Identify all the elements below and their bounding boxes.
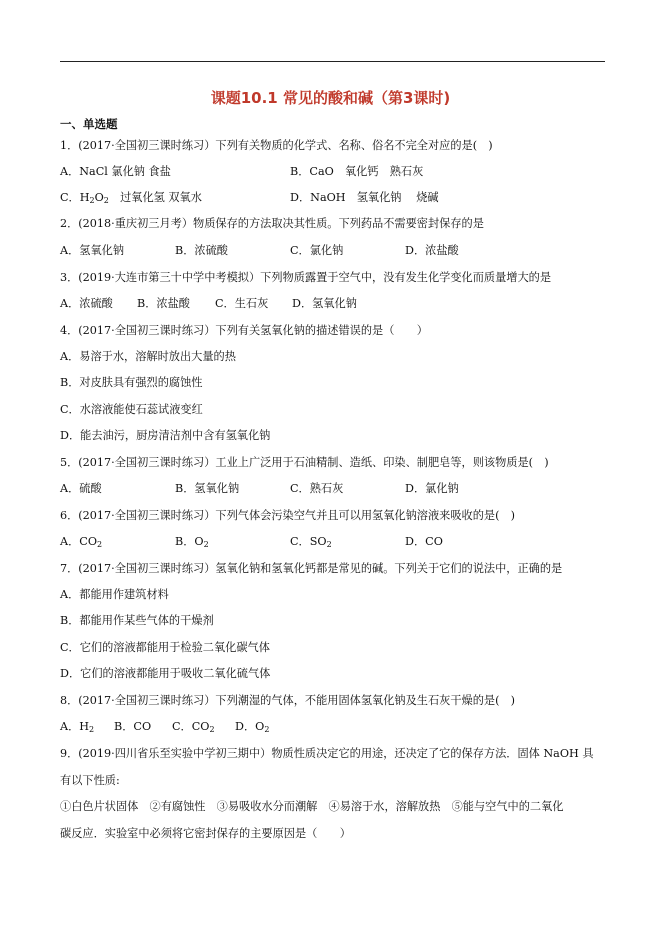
q1-option-b: B．CaO 氧化钙 熟石灰 — [290, 165, 424, 178]
q9-stem-line-4: 碳反应．实验室中必须将它密封保存的主要原因是（ ） — [60, 827, 351, 840]
q5-option-d: D．氯化钠 — [405, 482, 459, 495]
q5-stem: 5．(2017·全国初三课时练习）工业上广泛用于石油精制、造纸、印染、制肥皂等，则该物质是( ) — [60, 456, 549, 469]
q7-option-a: A．都能用作建筑材料 — [60, 588, 169, 601]
q6-option-c: C．$SO_2$ — [290, 535, 332, 549]
q1-option-a: A．NaCl 氯化钠 食盐 — [60, 165, 171, 178]
q7-option-c: C．它们的溶液都能用于检验二氧化碳气体 — [60, 641, 270, 654]
section-heading: 一、单选题 — [60, 117, 118, 131]
q5-option-a: A．硫酸 — [60, 482, 102, 495]
q6-option-d: D．CO — [405, 535, 443, 548]
q8-option-b: B．CO — [114, 720, 152, 733]
q6-option-a: A．$CO_2$ — [60, 535, 103, 549]
q4-stem: 4．(2017·全国初三课时练习）下列有关氢氧化钠的描述错误的是（ ） — [60, 324, 428, 337]
q7-option-d: D．它们的溶液都能用于吸收二氧化硫气体 — [60, 667, 271, 680]
q5-option-c: C．熟石灰 — [290, 482, 344, 495]
q8-option-d: D．$O_2$ — [235, 720, 270, 734]
q8-stem: 8．(2017·全国初三课时练习）下列潮湿的气体，不能用固体氢氧化钠及生石灰干燥的是( ) — [60, 694, 515, 707]
q9-stem-line-2: 有以下性质: — [60, 774, 120, 787]
q2-option-d: D．浓盐酸 — [405, 244, 459, 257]
q3-option-b: B．浓盐酸 — [137, 297, 190, 310]
q3-stem: 3．(2019·大连市第三十中学中考模拟）下列物质露置于空气中，没有发生化学变化而质量增大的是 — [60, 271, 552, 284]
q2-option-b: B．浓硫酸 — [175, 244, 228, 257]
q9-stem-line-1: 9．(2019·四川省乐至实验中学初三期中）物质性质决定它的用途，还决定了它的保存方法．固体 NaOH 具 — [60, 747, 594, 760]
q2-stem: 2．(2018·重庆初三月考）物质保存的方法取决其性质。下列药品不需要密封保存的是 — [60, 217, 484, 230]
q1-option-d: D．NaOH 氢氧化钠 烧碱 — [290, 191, 439, 204]
q8-option-c: C．$CO_2$ — [172, 720, 215, 734]
q2-option-c: C．氯化钠 — [290, 244, 344, 257]
q7-stem: 7．(2017·全国初三课时练习）氢氧化钠和氢氧化钙都是常见的碱。下列关于它们的说法中，正确的是 — [60, 562, 563, 575]
q2-option-a: A．氢氧化钠 — [60, 244, 125, 257]
q8-option-a: A．$H_2$ — [60, 720, 95, 734]
q5-option-b: B．氢氧化钠 — [175, 482, 240, 495]
q3-option-d: D．氢氧化钠 — [292, 297, 357, 310]
q4-option-c: C．水溶液能使石蕊试液变红 — [60, 403, 203, 416]
q1-stem: 1．(2017·全国初三课时练习）下列有关物质的化学式、名称、俗名不完全对应的是( ) — [60, 139, 493, 152]
q3-option-a: A．浓硫酸 — [60, 297, 113, 310]
page-title: 课题10.1 常见的酸和碱（第3课时) — [210, 89, 451, 107]
q6-option-b: B．$O_2$ — [175, 535, 209, 549]
q4-option-d: D．能去油污，厨房清洁剂中含有氢氧化钠 — [60, 429, 271, 442]
q3-option-c: C．生石灰 — [215, 297, 269, 310]
q4-option-a: A．易溶于水，溶解时放出大量的热 — [60, 350, 236, 363]
header-rule — [60, 61, 605, 62]
q4-option-b: B．对皮肤具有强烈的腐蚀性 — [60, 376, 203, 389]
q6-stem: 6．(2017·全国初三课时练习）下列气体会污染空气并且可以用氢氧化钠溶液来吸收的是( ) — [60, 509, 515, 522]
q1-option-c: C．$H_2O_2$ 过氧化氢 双氧水 — [60, 191, 202, 205]
q9-properties-line: ①白色片状固体 ②有腐蚀性 ③易吸收水分而潮解 ④易溶于水，溶解放热 ⑤能与空气中的二氧化 — [60, 800, 564, 813]
q7-option-b: B．都能用作某些气体的干燥剂 — [60, 614, 214, 627]
